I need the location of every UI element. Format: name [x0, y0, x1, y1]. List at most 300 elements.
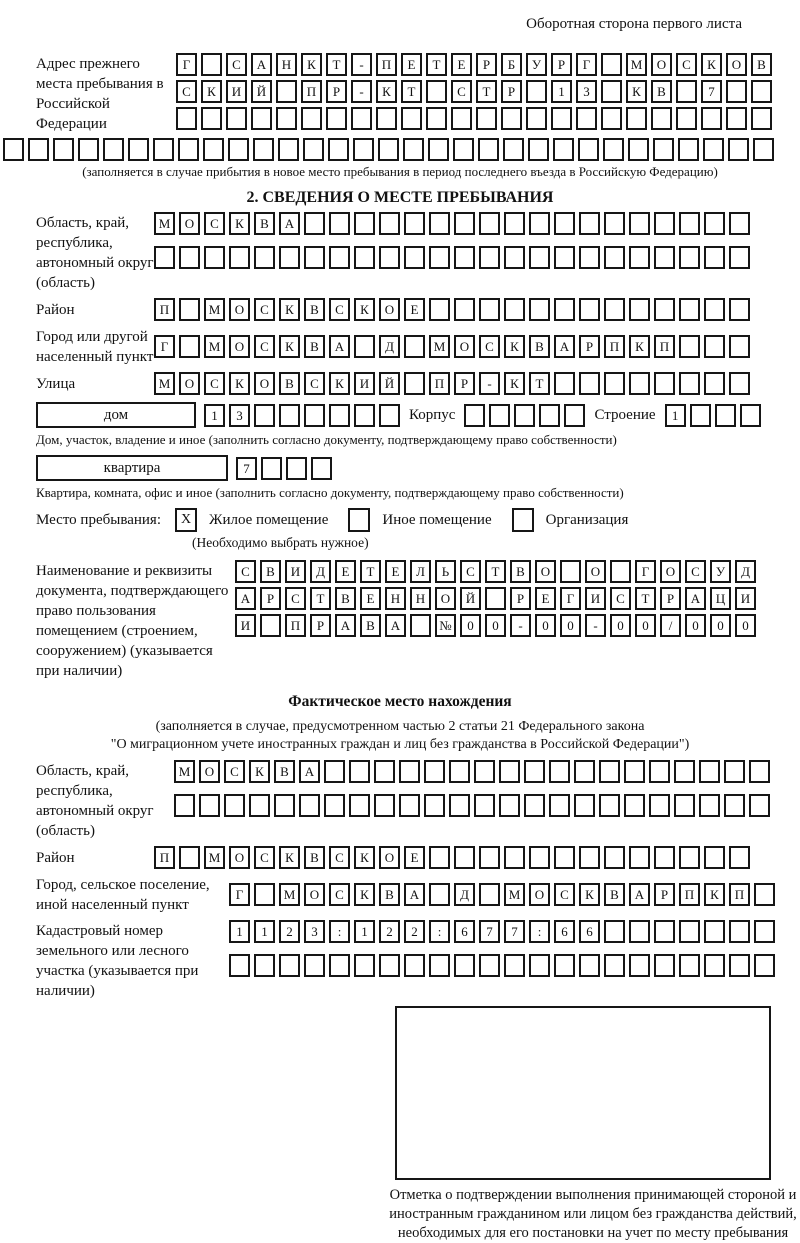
grid-cell[interactable]: [378, 138, 399, 161]
grid-cell[interactable]: [754, 883, 775, 906]
grid-cell[interactable]: 0: [735, 614, 756, 637]
grid-cell[interactable]: [501, 107, 522, 130]
grid-cell[interactable]: 2: [279, 920, 300, 943]
grid-cell[interactable]: [564, 404, 585, 427]
grid-cell[interactable]: С: [329, 298, 350, 321]
grid-cell[interactable]: Т: [635, 587, 656, 610]
grid-cell[interactable]: В: [751, 53, 772, 76]
grid-cell[interactable]: Р: [260, 587, 281, 610]
grid-cell[interactable]: [424, 760, 445, 783]
grid-cell[interactable]: К: [229, 372, 250, 395]
grid-cell[interactable]: М: [204, 298, 225, 321]
grid-cell[interactable]: [539, 404, 560, 427]
grid-cell[interactable]: [574, 760, 595, 783]
grid-cell[interactable]: Р: [310, 614, 331, 637]
grid-cell[interactable]: П: [301, 80, 322, 103]
grid-cell[interactable]: Ц: [710, 587, 731, 610]
grid-cell[interactable]: [154, 246, 175, 269]
grid-cell[interactable]: А: [279, 212, 300, 235]
grid-cell[interactable]: С: [329, 883, 350, 906]
grid-cell[interactable]: [379, 246, 400, 269]
grid-cell[interactable]: [429, 246, 450, 269]
grid-cell[interactable]: [528, 138, 549, 161]
grid-cell[interactable]: В: [379, 883, 400, 906]
grid-cell[interactable]: [604, 954, 625, 977]
grid-cell[interactable]: [403, 138, 424, 161]
grid-cell[interactable]: А: [685, 587, 706, 610]
grid-cell[interactable]: [379, 212, 400, 235]
grid-cell[interactable]: М: [174, 760, 195, 783]
grid-cell[interactable]: [553, 138, 574, 161]
grid-cell[interactable]: [226, 107, 247, 130]
grid-cell[interactable]: 6: [554, 920, 575, 943]
grid-cell[interactable]: [599, 794, 620, 817]
grid-cell[interactable]: [426, 80, 447, 103]
grid-cell[interactable]: [454, 246, 475, 269]
grid-cell[interactable]: [653, 138, 674, 161]
grid-cell[interactable]: [504, 246, 525, 269]
grid-cell[interactable]: К: [279, 335, 300, 358]
grid-cell[interactable]: 7: [701, 80, 722, 103]
grid-cell[interactable]: Р: [579, 335, 600, 358]
grid-cell[interactable]: [654, 298, 675, 321]
grid-cell[interactable]: О: [379, 846, 400, 869]
grid-cell[interactable]: [704, 846, 725, 869]
grid-cell[interactable]: [174, 794, 195, 817]
grid-cell[interactable]: [629, 212, 650, 235]
grid-cell[interactable]: Т: [310, 587, 331, 610]
grid-cell[interactable]: [449, 794, 470, 817]
grid-cell[interactable]: С: [451, 80, 472, 103]
grid-cell[interactable]: К: [504, 335, 525, 358]
grid-cell[interactable]: [179, 335, 200, 358]
grid-cell[interactable]: [201, 53, 222, 76]
grid-cell[interactable]: Е: [360, 587, 381, 610]
grid-cell[interactable]: К: [279, 846, 300, 869]
grid-cell[interactable]: :: [529, 920, 550, 943]
grid-cell[interactable]: [679, 246, 700, 269]
grid-cell[interactable]: [376, 107, 397, 130]
grid-cell[interactable]: [601, 80, 622, 103]
grid-cell[interactable]: [128, 138, 149, 161]
grid-cell[interactable]: [374, 794, 395, 817]
grid-cell[interactable]: О: [179, 372, 200, 395]
grid-cell[interactable]: [353, 138, 374, 161]
grid-cell[interactable]: С: [235, 560, 256, 583]
grid-cell[interactable]: Т: [529, 372, 550, 395]
grid-cell[interactable]: К: [354, 883, 375, 906]
grid-cell[interactable]: :: [329, 920, 350, 943]
grid-cell[interactable]: [729, 212, 750, 235]
grid-cell[interactable]: [704, 954, 725, 977]
grid-cell[interactable]: Е: [404, 298, 425, 321]
grid-cell[interactable]: М: [429, 335, 450, 358]
grid-cell[interactable]: [654, 954, 675, 977]
grid-cell[interactable]: В: [360, 614, 381, 637]
grid-cell[interactable]: [354, 954, 375, 977]
grid-cell[interactable]: [374, 760, 395, 783]
grid-cell[interactable]: [649, 794, 670, 817]
grid-cell[interactable]: [654, 372, 675, 395]
grid-cell[interactable]: [429, 846, 450, 869]
grid-cell[interactable]: С: [224, 760, 245, 783]
grid-cell[interactable]: [629, 298, 650, 321]
grid-cell[interactable]: Н: [276, 53, 297, 76]
grid-cell[interactable]: Т: [326, 53, 347, 76]
grid-cell[interactable]: 2: [404, 920, 425, 943]
grid-cell[interactable]: [624, 794, 645, 817]
grid-cell[interactable]: У: [526, 53, 547, 76]
grid-cell[interactable]: [578, 138, 599, 161]
stay-type-checkbox-residential[interactable]: X: [175, 508, 197, 532]
grid-cell[interactable]: Ь: [435, 560, 456, 583]
grid-cell[interactable]: -: [351, 53, 372, 76]
grid-cell[interactable]: О: [254, 372, 275, 395]
grid-cell[interactable]: О: [229, 846, 250, 869]
grid-cell[interactable]: [601, 107, 622, 130]
grid-cell[interactable]: [754, 920, 775, 943]
grid-cell[interactable]: С: [460, 560, 481, 583]
grid-cell[interactable]: К: [201, 80, 222, 103]
grid-cell[interactable]: [179, 298, 200, 321]
grid-cell[interactable]: Й: [460, 587, 481, 610]
grid-cell[interactable]: 0: [635, 614, 656, 637]
grid-cell[interactable]: [179, 246, 200, 269]
grid-cell[interactable]: [704, 335, 725, 358]
grid-cell[interactable]: 0: [460, 614, 481, 637]
grid-cell[interactable]: [479, 954, 500, 977]
grid-cell[interactable]: [554, 846, 575, 869]
grid-cell[interactable]: С: [329, 846, 350, 869]
grid-cell[interactable]: [554, 246, 575, 269]
grid-cell[interactable]: А: [299, 760, 320, 783]
grid-cell[interactable]: [629, 920, 650, 943]
grid-cell[interactable]: Г: [576, 53, 597, 76]
grid-cell[interactable]: [449, 760, 470, 783]
grid-cell[interactable]: О: [651, 53, 672, 76]
grid-cell[interactable]: [354, 335, 375, 358]
grid-cell[interactable]: [504, 298, 525, 321]
grid-cell[interactable]: [429, 212, 450, 235]
grid-cell[interactable]: [78, 138, 99, 161]
grid-cell[interactable]: [301, 107, 322, 130]
grid-cell[interactable]: [603, 138, 624, 161]
grid-cell[interactable]: [476, 107, 497, 130]
grid-cell[interactable]: 0: [710, 614, 731, 637]
grid-cell[interactable]: [453, 138, 474, 161]
grid-cell[interactable]: Д: [454, 883, 475, 906]
grid-cell[interactable]: 1: [204, 404, 225, 427]
grid-cell[interactable]: 7: [479, 920, 500, 943]
grid-cell[interactable]: [329, 246, 350, 269]
grid-cell[interactable]: [274, 794, 295, 817]
grid-cell[interactable]: [560, 560, 581, 583]
grid-cell[interactable]: [199, 794, 220, 817]
grid-cell[interactable]: :: [429, 920, 450, 943]
grid-cell[interactable]: [254, 404, 275, 427]
grid-cell[interactable]: У: [710, 560, 731, 583]
grid-cell[interactable]: [579, 212, 600, 235]
grid-cell[interactable]: В: [254, 212, 275, 235]
grid-cell[interactable]: О: [529, 883, 550, 906]
grid-cell[interactable]: П: [154, 846, 175, 869]
grid-cell[interactable]: [410, 614, 431, 637]
grid-cell[interactable]: [579, 372, 600, 395]
grid-cell[interactable]: Е: [535, 587, 556, 610]
grid-cell[interactable]: П: [604, 335, 625, 358]
grid-cell[interactable]: Г: [176, 53, 197, 76]
grid-cell[interactable]: Л: [410, 560, 431, 583]
grid-cell[interactable]: [304, 246, 325, 269]
grid-cell[interactable]: [329, 954, 350, 977]
grid-cell[interactable]: [404, 335, 425, 358]
grid-cell[interactable]: [429, 298, 450, 321]
grid-cell[interactable]: [326, 107, 347, 130]
grid-cell[interactable]: Д: [735, 560, 756, 583]
grid-cell[interactable]: [261, 457, 282, 480]
grid-cell[interactable]: [554, 372, 575, 395]
grid-cell[interactable]: [349, 794, 370, 817]
grid-cell[interactable]: 3: [576, 80, 597, 103]
grid-cell[interactable]: [228, 138, 249, 161]
grid-cell[interactable]: [464, 404, 485, 427]
grid-cell[interactable]: Г: [229, 883, 250, 906]
grid-cell[interactable]: [554, 298, 575, 321]
grid-cell[interactable]: 1: [551, 80, 572, 103]
grid-cell[interactable]: [454, 954, 475, 977]
grid-cell[interactable]: [499, 760, 520, 783]
grid-cell[interactable]: 6: [579, 920, 600, 943]
grid-cell[interactable]: [324, 760, 345, 783]
grid-cell[interactable]: /: [660, 614, 681, 637]
grid-cell[interactable]: [674, 794, 695, 817]
grid-cell[interactable]: [279, 954, 300, 977]
grid-cell[interactable]: [201, 107, 222, 130]
grid-cell[interactable]: Г: [560, 587, 581, 610]
grid-cell[interactable]: Е: [401, 53, 422, 76]
grid-cell[interactable]: В: [604, 883, 625, 906]
grid-cell[interactable]: [679, 954, 700, 977]
grid-cell[interactable]: В: [274, 760, 295, 783]
grid-cell[interactable]: [729, 298, 750, 321]
grid-cell[interactable]: [699, 794, 720, 817]
grid-cell[interactable]: А: [235, 587, 256, 610]
grid-cell[interactable]: [679, 920, 700, 943]
grid-cell[interactable]: И: [354, 372, 375, 395]
grid-cell[interactable]: [654, 846, 675, 869]
grid-cell[interactable]: [751, 107, 772, 130]
grid-cell[interactable]: Е: [385, 560, 406, 583]
grid-cell[interactable]: [524, 760, 545, 783]
grid-cell[interactable]: [626, 107, 647, 130]
grid-cell[interactable]: [399, 760, 420, 783]
grid-cell[interactable]: К: [279, 298, 300, 321]
grid-cell[interactable]: [178, 138, 199, 161]
grid-cell[interactable]: [529, 246, 550, 269]
grid-cell[interactable]: С: [676, 53, 697, 76]
grid-cell[interactable]: [529, 298, 550, 321]
grid-cell[interactable]: [678, 138, 699, 161]
grid-cell[interactable]: Б: [501, 53, 522, 76]
grid-cell[interactable]: [729, 846, 750, 869]
grid-cell[interactable]: [554, 954, 575, 977]
grid-cell[interactable]: П: [376, 53, 397, 76]
grid-cell[interactable]: [749, 760, 770, 783]
grid-cell[interactable]: -: [585, 614, 606, 637]
grid-cell[interactable]: П: [429, 372, 450, 395]
grid-cell[interactable]: П: [154, 298, 175, 321]
grid-cell[interactable]: [224, 794, 245, 817]
grid-cell[interactable]: [451, 107, 472, 130]
grid-cell[interactable]: [404, 372, 425, 395]
grid-cell[interactable]: [254, 246, 275, 269]
grid-cell[interactable]: [504, 846, 525, 869]
grid-cell[interactable]: [604, 298, 625, 321]
grid-cell[interactable]: П: [654, 335, 675, 358]
grid-cell[interactable]: [303, 138, 324, 161]
grid-cell[interactable]: Е: [335, 560, 356, 583]
grid-cell[interactable]: [404, 954, 425, 977]
stay-type-checkbox-other[interactable]: [348, 508, 370, 532]
grid-cell[interactable]: [454, 298, 475, 321]
grid-cell[interactable]: [690, 404, 711, 427]
grid-cell[interactable]: [704, 372, 725, 395]
grid-cell[interactable]: 7: [236, 457, 257, 480]
grid-cell[interactable]: 6: [454, 920, 475, 943]
grid-cell[interactable]: А: [329, 335, 350, 358]
grid-cell[interactable]: [103, 138, 124, 161]
grid-cell[interactable]: К: [704, 883, 725, 906]
grid-cell[interactable]: П: [679, 883, 700, 906]
grid-cell[interactable]: [729, 920, 750, 943]
grid-cell[interactable]: Д: [310, 560, 331, 583]
grid-cell[interactable]: [304, 954, 325, 977]
grid-cell[interactable]: [253, 138, 274, 161]
grid-cell[interactable]: [429, 954, 450, 977]
grid-cell[interactable]: [499, 794, 520, 817]
grid-cell[interactable]: [724, 794, 745, 817]
grid-cell[interactable]: [529, 954, 550, 977]
grid-cell[interactable]: [529, 846, 550, 869]
grid-cell[interactable]: 0: [560, 614, 581, 637]
grid-cell[interactable]: [304, 404, 325, 427]
grid-cell[interactable]: [176, 107, 197, 130]
grid-cell[interactable]: [504, 212, 525, 235]
grid-cell[interactable]: В: [304, 335, 325, 358]
grid-cell[interactable]: [704, 920, 725, 943]
grid-cell[interactable]: О: [199, 760, 220, 783]
grid-cell[interactable]: П: [729, 883, 750, 906]
grid-cell[interactable]: С: [176, 80, 197, 103]
grid-cell[interactable]: [478, 138, 499, 161]
grid-cell[interactable]: [514, 404, 535, 427]
grid-cell[interactable]: [204, 246, 225, 269]
grid-cell[interactable]: В: [335, 587, 356, 610]
grid-cell[interactable]: О: [229, 298, 250, 321]
grid-cell[interactable]: И: [585, 587, 606, 610]
grid-cell[interactable]: [554, 212, 575, 235]
grid-cell[interactable]: [379, 404, 400, 427]
grid-cell[interactable]: [229, 246, 250, 269]
grid-cell[interactable]: -: [479, 372, 500, 395]
grid-cell[interactable]: С: [685, 560, 706, 583]
grid-cell[interactable]: [503, 138, 524, 161]
grid-cell[interactable]: [479, 883, 500, 906]
grid-cell[interactable]: [654, 212, 675, 235]
grid-cell[interactable]: [728, 138, 749, 161]
grid-cell[interactable]: Н: [385, 587, 406, 610]
grid-cell[interactable]: К: [354, 298, 375, 321]
grid-cell[interactable]: [526, 107, 547, 130]
grid-cell[interactable]: С: [254, 846, 275, 869]
grid-cell[interactable]: [260, 614, 281, 637]
grid-cell[interactable]: [251, 107, 272, 130]
grid-cell[interactable]: [651, 107, 672, 130]
grid-cell[interactable]: [579, 846, 600, 869]
grid-cell[interactable]: 3: [229, 404, 250, 427]
grid-cell[interactable]: [351, 107, 372, 130]
grid-cell[interactable]: [604, 372, 625, 395]
grid-cell[interactable]: [604, 846, 625, 869]
grid-cell[interactable]: М: [279, 883, 300, 906]
grid-cell[interactable]: П: [285, 614, 306, 637]
grid-cell[interactable]: [579, 298, 600, 321]
grid-cell[interactable]: [254, 954, 275, 977]
grid-cell[interactable]: [354, 404, 375, 427]
grid-cell[interactable]: 3: [304, 920, 325, 943]
grid-cell[interactable]: [604, 246, 625, 269]
grid-cell[interactable]: О: [660, 560, 681, 583]
grid-cell[interactable]: [704, 246, 725, 269]
grid-cell[interactable]: А: [404, 883, 425, 906]
grid-cell[interactable]: Г: [635, 560, 656, 583]
grid-cell[interactable]: [279, 404, 300, 427]
grid-cell[interactable]: М: [204, 846, 225, 869]
grid-cell[interactable]: [286, 457, 307, 480]
grid-cell[interactable]: [740, 404, 761, 427]
grid-cell[interactable]: [679, 212, 700, 235]
grid-cell[interactable]: [404, 246, 425, 269]
grid-cell[interactable]: В: [279, 372, 300, 395]
grid-cell[interactable]: [479, 298, 500, 321]
grid-cell[interactable]: С: [610, 587, 631, 610]
grid-cell[interactable]: Р: [476, 53, 497, 76]
grid-cell[interactable]: В: [260, 560, 281, 583]
grid-cell[interactable]: Р: [454, 372, 475, 395]
grid-cell[interactable]: М: [154, 372, 175, 395]
grid-cell[interactable]: К: [629, 335, 650, 358]
grid-cell[interactable]: [576, 107, 597, 130]
grid-cell[interactable]: [474, 794, 495, 817]
grid-cell[interactable]: [401, 107, 422, 130]
grid-cell[interactable]: [454, 846, 475, 869]
grid-cell[interactable]: К: [701, 53, 722, 76]
grid-cell[interactable]: [479, 846, 500, 869]
grid-cell[interactable]: -: [510, 614, 531, 637]
grid-cell[interactable]: О: [435, 587, 456, 610]
grid-cell[interactable]: [529, 212, 550, 235]
grid-cell[interactable]: [715, 404, 736, 427]
grid-cell[interactable]: [549, 794, 570, 817]
grid-cell[interactable]: В: [510, 560, 531, 583]
grid-cell[interactable]: С: [554, 883, 575, 906]
grid-cell[interactable]: -: [351, 80, 372, 103]
grid-cell[interactable]: М: [154, 212, 175, 235]
grid-cell[interactable]: [524, 794, 545, 817]
grid-cell[interactable]: [729, 954, 750, 977]
grid-cell[interactable]: [579, 954, 600, 977]
grid-cell[interactable]: А: [629, 883, 650, 906]
